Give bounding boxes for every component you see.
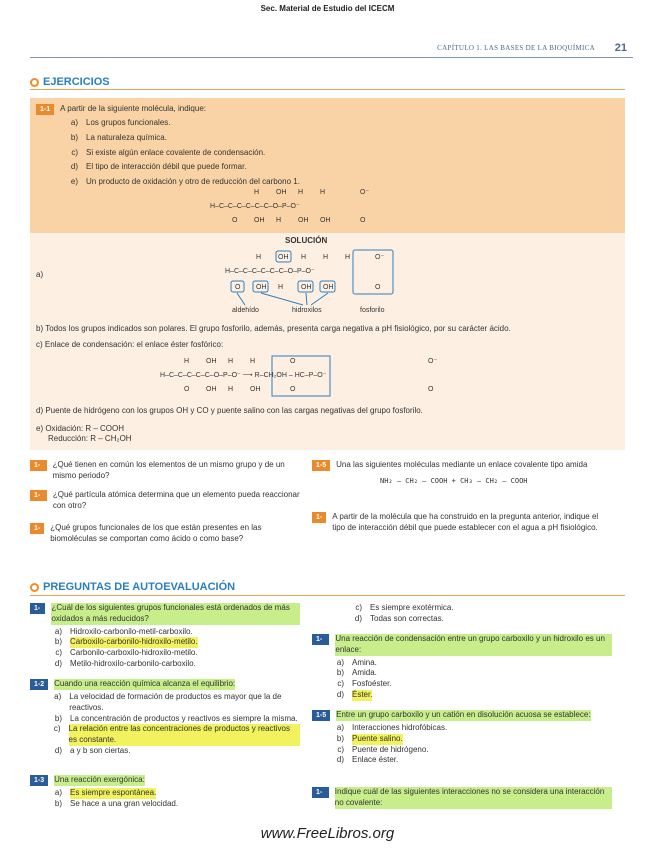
solution-title: SOLUCIÓN	[285, 236, 328, 245]
question-number: 1-2	[30, 679, 48, 690]
circle-bullet-icon	[30, 78, 39, 87]
option-b: b) Carboxilo-carbonilo-hidroxilo-metilo.	[54, 637, 198, 647]
svg-text:H: H	[228, 358, 234, 365]
solution-b: b) Todos los grupos indicados son polares. El grupo fosforilo, además, presenta carga negativa a pH fisiológico, por su carácter ácido.	[36, 324, 511, 333]
option-a: a) Interacciones hidrofóbicas.	[336, 723, 448, 732]
circle-bullet-icon	[30, 583, 39, 592]
solution-e-oxidation: e) Oxidación: R – COOH	[36, 424, 125, 433]
question-1-3	[30, 775, 300, 810]
option-a: a) Es siempre espontánea.	[54, 788, 157, 797]
solution-c: c) Enlace de condensación: el enlace éster fosfórico:	[36, 340, 224, 349]
ejercicios-rule	[30, 89, 625, 90]
question-text: Una reacción exergónica:	[54, 775, 145, 784]
solution-a-label: a)	[36, 270, 44, 279]
svg-text:O: O	[428, 386, 434, 393]
svg-text:O: O	[290, 386, 296, 393]
list-item: d) El tipo de interacción débil que puede formar.	[70, 162, 247, 172]
footer-website: www.FreeLibros.org	[260, 825, 395, 842]
question-1-3-continued	[330, 603, 610, 625]
question-text: ¿Qué tienen en común los elementos de un mismo grupo y de un mismo periodo?	[52, 460, 285, 480]
svg-text:H: H	[345, 254, 351, 261]
svg-text:H: H	[320, 189, 326, 196]
solution-d: d) Puente de hidrógeno con los grupos OH y CO y puente salino con las cargas negativas del grupo fosforilo.	[36, 406, 423, 415]
option-d: d) a y b son ciertas.	[54, 745, 131, 755]
option-d: d) Enlace éster.	[336, 755, 399, 765]
svg-text:O: O	[232, 217, 238, 224]
option-a: a) Hidroxilo-carbonilo-metil-carboxilo.	[54, 626, 193, 636]
svg-text:O: O	[235, 284, 241, 291]
svg-text:OH: OH	[256, 284, 267, 291]
svg-text:H: H	[228, 386, 234, 393]
svg-text:H: H	[298, 189, 304, 196]
ejercicios-heading	[30, 75, 110, 90]
svg-text:OH: OH	[301, 284, 312, 291]
svg-text:OH: OH	[278, 254, 289, 261]
exercise-1-3	[30, 490, 300, 512]
question-number: 1-5	[312, 710, 330, 721]
option-a: a) La velocidad de formación de productos es mayor que la de reactivos.	[54, 692, 282, 712]
question-number: 1-4	[30, 523, 44, 534]
exercise-1-5	[312, 460, 612, 486]
question-number: 1-6	[312, 787, 329, 798]
svg-text:H–C–C–C–C–C–O–P–O⁻ ⟶ R–CH₂OH: H–C–C–C–C–C–O–P–O⁻ ⟶ R–CH₂OH – HC–P–O⁻	[160, 372, 327, 379]
option-b: b) Puente salino.	[336, 733, 403, 743]
list-item: c) Si existe algún enlace covalente de condensación.	[71, 147, 266, 157]
svg-text:H: H	[254, 189, 260, 196]
ejercicios-title: EJERCICIOS	[43, 76, 110, 88]
top-note: Sec. Material de Estudio del ICECM	[260, 4, 395, 13]
question-text: A partir de la siguiente molécula, indique:	[60, 104, 206, 113]
svg-text:O: O	[290, 358, 296, 365]
question-text: Cuando una reacción química alcanza el equilibrio:	[54, 679, 236, 688]
svg-text:H: H	[250, 358, 256, 365]
svg-text:OH: OH	[206, 358, 217, 365]
preguntas-rule	[30, 595, 625, 596]
exercise-1-4	[30, 523, 300, 545]
svg-text:H: H	[301, 254, 307, 261]
svg-text:OH: OH	[276, 189, 287, 196]
svg-text:H: H	[184, 358, 190, 365]
svg-text:OH: OH	[254, 217, 265, 224]
question-number: 1-1	[30, 603, 45, 614]
svg-text:H–C–C–C–C–C–C–O–P–O⁻: H–C–C–C–C–C–C–O–P–O⁻	[210, 203, 300, 210]
option-a: a) Amina.	[336, 657, 377, 667]
option-b: b) La concentración de productos y reactivos es siempre la misma.	[54, 713, 298, 723]
preguntas-heading	[30, 580, 235, 595]
header-rule	[30, 57, 633, 58]
question-number: 1-2	[30, 460, 47, 471]
question-text: Una las siguientes moléculas mediante un enlace covalente tipo amida	[336, 460, 588, 469]
svg-text:O: O	[375, 284, 381, 291]
question-text: ¿Qué grupos funcionales de los que están presentes en las biomoléculas se comportan como ácido o como base?	[50, 523, 262, 543]
option-c: c) Carbonilo-carboxilo-hidroxilo-metilo.	[55, 648, 198, 658]
option-c: c) Puente de hidrógeno.	[337, 744, 429, 754]
label-aldehido: aldehído	[232, 307, 259, 314]
question-1-5	[312, 710, 612, 766]
running-head: CAPÍTULO 1. LAS BASES DE LA BIOQUÍMICA	[437, 44, 595, 52]
question-text: Una reacción de condensación entre un grupo carboxilo y un hidroxilo es un enlace:	[335, 634, 612, 656]
question-1-1	[30, 603, 300, 670]
question-text: Entre un grupo carboxilo y un catión en disolución acuosa se establece:	[336, 710, 591, 719]
question-number: 1-3	[30, 490, 47, 501]
svg-text:H: H	[278, 284, 284, 291]
list-item: b) La naturaleza química.	[70, 132, 167, 142]
exercise-1-2	[30, 460, 300, 482]
svg-text:OH: OH	[298, 217, 309, 224]
question-number: 1-4	[312, 634, 329, 645]
option-c: c) Fosfoéster.	[337, 679, 392, 689]
preguntas-title: PREGUNTAS DE AUTOEVALUACIÓN	[43, 581, 236, 593]
question-number: 1-1	[36, 104, 54, 115]
question-text: Indique cuál de las siguientes interacciones no se considera una interacción no covalente:	[335, 787, 612, 809]
option-d: d) Éster.	[336, 689, 373, 699]
question-text: ¿Cuál de los siguientes grupos funcionales está ordenados de más oxidados a más reducidos?	[51, 603, 300, 625]
svg-text:OH: OH	[250, 386, 261, 393]
solution-e-reduction: Reducción: R – CH₂OH	[48, 434, 132, 443]
list-item: e) Un producto de oxidación y otro de reducción del carbono 1.	[70, 177, 300, 187]
page-number: 21	[614, 42, 627, 54]
svg-text:H: H	[256, 254, 262, 261]
exercise-1-6	[312, 512, 612, 534]
condensation-reaction	[160, 354, 480, 400]
svg-text:O⁻: O⁻	[360, 189, 370, 196]
label-fosforilo: fosforilo	[360, 307, 385, 314]
question-text: A partir de la molécula que ha construido en la pregunta anterior, indique el tipo de interacción débil que puede establecer con el agua a pH fisiológico.	[332, 512, 599, 532]
option-d: d) Metilo-hidroxilo-carbonilo-carboxilo.	[54, 658, 196, 668]
option-b: b) Amida.	[336, 668, 377, 678]
question-1-2	[30, 679, 300, 757]
question-text: ¿Qué partícula atómica determina que un elemento pueda reaccionar con otro?	[52, 490, 300, 510]
exercise-1-1	[36, 104, 596, 188]
question-1-6	[312, 787, 612, 809]
svg-text:OH: OH	[206, 386, 217, 393]
svg-text:H: H	[323, 254, 329, 261]
svg-text:OH: OH	[323, 284, 334, 291]
question-number: 1-6	[312, 512, 326, 523]
svg-text:O⁻: O⁻	[428, 358, 438, 365]
option-c: c) La relación entre las concentraciones de productos y reactivos es constante.	[52, 724, 300, 746]
svg-text:O⁻: O⁻	[375, 254, 385, 261]
svg-text:O: O	[184, 386, 190, 393]
list-item: a) Los grupos funcionales.	[70, 118, 171, 127]
svg-text:O: O	[360, 217, 366, 224]
option-d: d) Todas son correctas.	[354, 613, 444, 623]
label-hidroxilos: hidroxilos	[292, 307, 322, 314]
question-number: 1-5	[312, 460, 330, 471]
option-b: b) Se hace a una gran velocidad.	[54, 798, 179, 808]
formula: NH₂ – CH₂ – COOH + CH₃ – CH₂ – COOH	[380, 477, 528, 485]
option-c: c) Es siempre exotérmica.	[355, 603, 454, 612]
question-1-4	[312, 634, 612, 701]
svg-text:OH: OH	[320, 217, 331, 224]
molecule-structure	[210, 186, 390, 230]
question-number: 1-3	[30, 775, 48, 786]
svg-text:H–C–C–C–C–C–C–O–P–O⁻: H–C–C–C–C–C–C–O–P–O⁻	[225, 268, 315, 275]
svg-text:H: H	[276, 217, 282, 224]
